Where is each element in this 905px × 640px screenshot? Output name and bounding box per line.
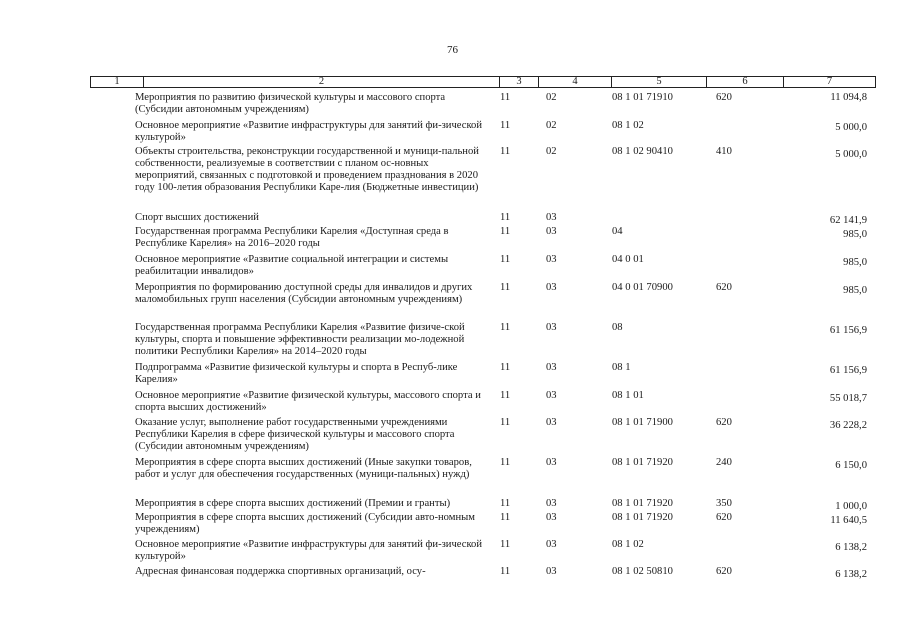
- row-name: Мероприятия в сфере спорта высших достижений (Премии и гранты): [135, 498, 451, 509]
- row-subsection: 03: [546, 417, 557, 428]
- row-amount: 1 000,0: [835, 501, 867, 512]
- row-expense-type: 410: [716, 146, 732, 157]
- row-expense-type: 620: [716, 417, 732, 428]
- row-section: 11: [500, 390, 511, 401]
- row-expense-type: 620: [716, 282, 732, 293]
- row-name: Мероприятия в сфере спорта высших достижений (Иные закупки товаров, работ и услуг для обеспечения государственных (муници-пальных) нужд): [135, 457, 472, 480]
- row-section: 11: [500, 146, 511, 157]
- row-amount: 6 150,0: [835, 460, 867, 471]
- row-target-article: 08 1 01 71920: [612, 457, 673, 468]
- row-section: 11: [500, 212, 511, 223]
- row-section: 11: [500, 282, 511, 293]
- row-subsection: 03: [546, 322, 557, 333]
- row-name: Основное мероприятие «Развитие инфраструктуры для занятий фи-зической культурой»: [135, 539, 483, 562]
- row-amount: 985,0: [843, 257, 867, 268]
- row-target-article: 04: [612, 226, 623, 237]
- page-number: 76: [447, 44, 458, 56]
- column-header-4: 4: [572, 76, 578, 87]
- row-amount: 36 228,2: [829, 420, 867, 431]
- row-target-article: 08 1 02 50810: [612, 566, 673, 577]
- column-header-1: 1: [114, 76, 120, 87]
- column-header-5: 5: [656, 76, 662, 87]
- row-section: 11: [500, 566, 511, 577]
- row-subsection: 02: [546, 92, 557, 103]
- row-subsection: 03: [546, 390, 557, 401]
- row-name: Основное мероприятие «Развитие инфраструктуры для занятий фи-зической культурой»: [135, 120, 483, 143]
- row-target-article: 08 1 01 71920: [612, 512, 673, 523]
- column-header-3: 3: [516, 76, 522, 87]
- row-section: 11: [500, 498, 511, 509]
- row-target-article: 08 1 02: [612, 539, 644, 550]
- row-target-article: 04 0 01: [612, 254, 644, 265]
- row-amount: 11 094,8: [830, 92, 867, 103]
- row-subsection: 03: [546, 512, 557, 523]
- row-amount: 11 640,5: [830, 515, 867, 526]
- row-amount: 61 156,9: [829, 365, 867, 376]
- row-expense-type: 240: [716, 457, 732, 468]
- row-section: 11: [500, 254, 511, 265]
- row-name: Объекты строительства, реконструкции государственной и муници-пальной собственности, реализуемые в соответствии с планом ос-новных мероприятий, связанных с подготовкой и проведением празднования в 2020 году 100-летия образования Республики Каре-лия (Бюджетные инвестиции): [135, 146, 479, 193]
- row-section: 11: [500, 539, 511, 550]
- row-amount: 5 000,0: [835, 122, 867, 133]
- row-target-article: 04 0 01 70900: [612, 282, 673, 293]
- row-subsection: 03: [546, 212, 557, 223]
- column-header-6: 6: [742, 76, 748, 87]
- row-subsection: 02: [546, 146, 557, 157]
- row-expense-type: 620: [716, 92, 732, 103]
- row-target-article: 08 1 01 71920: [612, 498, 673, 509]
- row-target-article: 08 1 02 90410: [612, 146, 673, 157]
- row-target-article: 08: [612, 322, 623, 333]
- column-header-2: 2: [318, 76, 325, 87]
- row-target-article: 08 1: [612, 362, 631, 373]
- row-amount: 5 000,0: [835, 149, 867, 160]
- column-header-7: 7: [826, 76, 833, 87]
- row-subsection: 03: [546, 254, 557, 265]
- row-subsection: 03: [546, 457, 557, 468]
- row-subsection: 03: [546, 226, 557, 237]
- row-section: 11: [500, 92, 511, 103]
- row-name: Мероприятия по формированию доступной среды для инвалидов и других маломобильных групп населения (Субсидии автономным учреждениям): [135, 282, 473, 305]
- row-name: Адресная финансовая поддержка спортивных организаций, осу-: [135, 566, 426, 577]
- row-name: Оказание услуг, выполнение работ государственными учреждениями Республики Карелия в сфере физической культуры и массового спорта (Субсидии автономным учреждениям): [135, 417, 455, 452]
- row-subsection: 02: [546, 120, 557, 131]
- row-name: Мероприятия в сфере спорта высших достижений (Субсидии авто-номным учреждениям): [135, 512, 475, 535]
- row-section: 11: [500, 457, 511, 468]
- row-name: Подпрограмма «Развитие физической культуры и спорта в Респуб-лике Карелия»: [135, 362, 458, 385]
- row-subsection: 03: [546, 282, 557, 293]
- row-name: Основное мероприятие «Развитие физической культуры, массового спорта и спорта высших достижений»: [135, 390, 481, 413]
- row-target-article: 08 1 01: [612, 390, 644, 401]
- row-section: 11: [500, 512, 511, 523]
- table-header-row: [90, 76, 876, 88]
- row-amount: 6 138,2: [835, 569, 867, 580]
- row-subsection: 03: [546, 498, 557, 509]
- row-subsection: 03: [546, 362, 557, 373]
- row-target-article: 08 1 01 71900: [612, 417, 673, 428]
- row-section: 11: [500, 120, 511, 131]
- row-target-article: 08 1 02: [612, 120, 644, 131]
- row-target-article: 08 1 01 71910: [612, 92, 673, 103]
- row-section: 11: [500, 322, 511, 333]
- row-amount: 985,0: [843, 229, 867, 240]
- row-section: 11: [500, 417, 511, 428]
- row-expense-type: 620: [716, 512, 732, 523]
- row-amount: 985,0: [843, 285, 867, 296]
- row-name: Мероприятия по развитию физической культуры и массового спорта (Субсидии автономным учреждениям): [135, 92, 446, 115]
- row-expense-type: 350: [716, 498, 732, 509]
- row-expense-type: 620: [716, 566, 732, 577]
- row-section: 11: [500, 226, 511, 237]
- row-name: Государственная программа Республики Карелия «Доступная среда в Республике Карелия» на 2016–2020 годы: [135, 226, 449, 249]
- row-subsection: 03: [546, 566, 557, 577]
- row-subsection: 03: [546, 539, 557, 550]
- row-amount: 55 018,7: [829, 393, 867, 404]
- row-name: Основное мероприятие «Развитие социальной интеграции и системы реабилитации инвалидов»: [135, 254, 449, 277]
- row-amount: 62 141,9: [829, 215, 867, 226]
- row-name: Государственная программа Республики Карелия «Развитие физиче-ской культуры, спорта и повышение эффективности реализации мо-лодежной политики Республики Карелия» на 2014–2020 годы: [135, 322, 465, 357]
- row-name: Спорт высших достижений: [135, 212, 259, 223]
- row-amount: 6 138,2: [835, 542, 867, 553]
- row-amount: 61 156,9: [829, 325, 867, 336]
- row-section: 11: [500, 362, 511, 373]
